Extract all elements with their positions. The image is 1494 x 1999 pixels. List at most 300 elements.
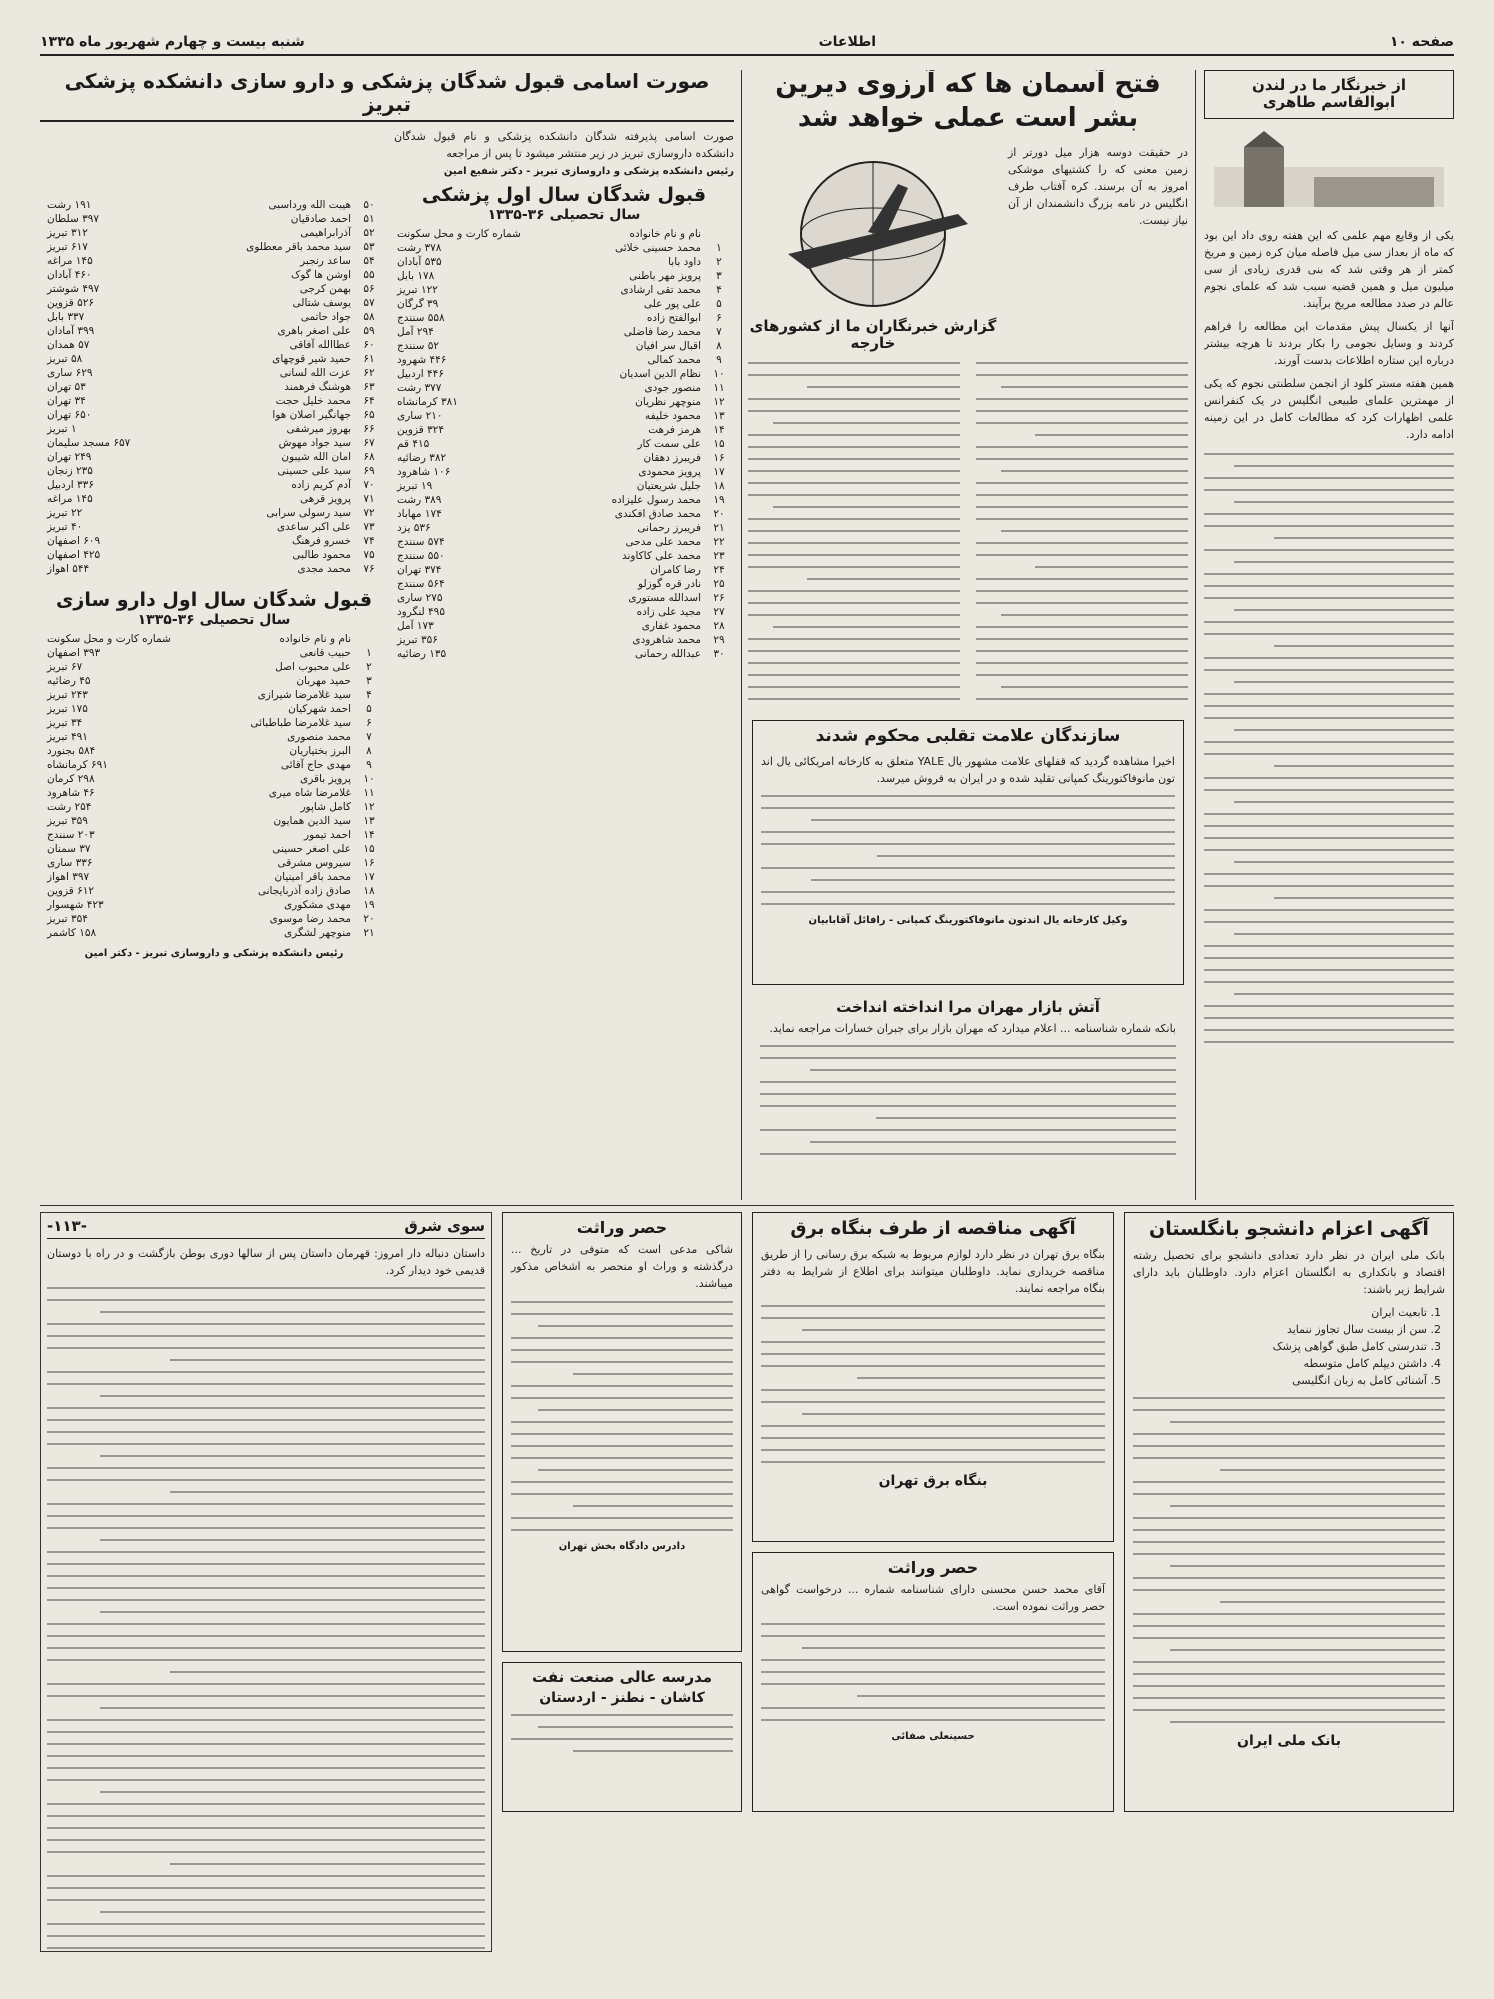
center-headline-1: فتح آسمان ها که آرزوی دیرین (775, 70, 1161, 99)
ad-inheritance-2 (752, 1552, 1114, 1812)
row-number: ۲ (366, 660, 372, 673)
center-body-lines (748, 362, 1188, 710)
student-name: مجید علی زاده (636, 606, 701, 619)
row-number: ۲۱ (713, 522, 725, 535)
divider (40, 1205, 1454, 1206)
row-number: ۲۸ (713, 620, 725, 633)
row-number: ۲ (716, 256, 722, 269)
student-name: احمد تیمور (304, 828, 351, 841)
student-name: داود بابا (668, 256, 701, 269)
ad-clinic-title: مدرسه عالی صنعت نفت (531, 1668, 713, 1686)
table-row (394, 605, 734, 619)
center-headline-2: بشر است عملی خواهد شد (797, 102, 1139, 133)
ad-inheritance-2-title: حصر وراثت (887, 1558, 979, 1577)
admissions-intro: صورت اسامی پذیرفته شدگان دانشکده پزشکی و نام قبول شدگان دانشکده داروسازی تبریز در زیر منتشر میشود تا پس از مراجعه (394, 130, 734, 161)
row-number: ۱ (716, 242, 722, 255)
student-name: رضا کامران (650, 564, 701, 577)
row-number: ۴ (366, 688, 372, 701)
student-name: حمید مهربان (296, 674, 351, 687)
card-and-city: ۱۷۵ تبریز (47, 702, 88, 715)
student-name: مهدی مشکوری (283, 898, 351, 911)
table-row: ۵۰ هیبت الله ورداسبی ۱۹۱ رشت (47, 199, 375, 211)
column-london-title-box (1204, 70, 1454, 119)
serial-story (40, 1212, 492, 1952)
card-and-city: ۳۷۸ رشت (397, 242, 442, 255)
table-row: ۵۵ اوشن ها گوک ۴۶۰ آبادان (47, 269, 375, 281)
row-number: ۱۱ (713, 382, 725, 395)
medicine-col-name: نام و نام خانواده (629, 228, 701, 241)
student-name: محمد علی مدحی (625, 536, 701, 549)
ad-inheritance-1-lines (511, 1301, 733, 1531)
table-row: ۵۸ جواد حاتمی ۳۳۷ بابل (47, 311, 375, 323)
student-name: نادر قره گوزلو (638, 578, 701, 591)
table-row (394, 493, 734, 507)
student-name: اسدالله مستوری (628, 592, 701, 605)
table-row (394, 465, 734, 479)
card-and-city: ۳۳۶ ساری (47, 856, 93, 869)
row-number: ۱۴ (363, 828, 375, 841)
card-and-city: ۵۳۶ یزد (397, 522, 431, 535)
row-number: ۱۹ (363, 898, 375, 911)
row-number: ۵ (366, 702, 372, 715)
row-number: ۸ (716, 340, 722, 353)
ad-electric-lines (761, 1305, 1105, 1463)
table-row (44, 842, 384, 856)
student-name: علی محبوب اصل (275, 660, 351, 673)
table-row (44, 744, 384, 758)
table-row: ۵۲ آذرابراهیمی ۳۱۲ تبریز (47, 227, 375, 239)
pharmacy-table-header (44, 632, 384, 646)
table-row (394, 633, 734, 647)
card-and-city: ۱۹ تبریز (397, 480, 433, 493)
student-name: مهدی حاج آقائی (280, 758, 351, 771)
row-number: ۷ (366, 730, 372, 743)
card-and-city: ۴۵ رضائیه (47, 674, 91, 687)
student-name: صادق زاده آذربایجانی (257, 884, 351, 897)
row-number: ۹ (366, 758, 372, 771)
student-name: پرویز محمودی (638, 466, 701, 479)
row-number: ۲۳ (713, 550, 725, 563)
table-row (394, 647, 734, 661)
student-name: محمود غفاری (641, 620, 701, 633)
admissions (40, 70, 734, 1270)
table-row (44, 828, 384, 842)
table-row: ۶۲ عزت الله لسانی ۶۲۹ ساری (47, 367, 375, 379)
masthead-date: شنبه بیست و چهارم شهریور ماه ۱۳۳۵ (40, 34, 305, 50)
student-name: علی اصغر حسینی (272, 842, 351, 855)
card-and-city: ۳۸۱ کرمانشاه (397, 396, 458, 409)
card-and-city: ۳۷ سمنان (47, 842, 91, 855)
student-name: سید غلامرضا شیرازی (257, 688, 351, 701)
row-number: ۱۷ (713, 466, 725, 479)
table-row: ۵۴ ساعد رنجبر ۱۴۵ مراغه (47, 255, 375, 267)
card-and-city: ۶۹۱ کرمانشاه (47, 758, 108, 771)
table-row (44, 702, 384, 716)
center-story (748, 70, 1188, 710)
card-and-city: ۳۵۴ تبریز (47, 912, 88, 925)
row-number: ۲۶ (713, 592, 725, 605)
student-name: فریبرز رحمانی (637, 522, 701, 535)
ad-electric-tender (752, 1212, 1114, 1542)
serial-story-body: داستان دنباله دار امروز: قهرمان داستان پس از سالها دوری بوطن بازگشت و در راه با دوستان قدیمی خود دیدار کرد. (47, 1247, 485, 1278)
card-and-city: ۱۵۸ کاشمر (47, 926, 97, 939)
table-row (44, 772, 384, 786)
student-name: محمد علی کاکاوند (621, 550, 701, 563)
table-row: ۷۲ سید رسولی سرابی ۲۲ تبریز (47, 507, 375, 519)
table-row (394, 479, 734, 493)
row-number: ۱۰ (363, 772, 375, 785)
table-row: ۵۱ احمد صادقیان ۳۹۷ سلطان (47, 213, 375, 225)
student-name: اقبال سر افیان (635, 340, 701, 353)
table-row (394, 269, 734, 283)
table-row (394, 563, 734, 577)
table-row: ۶۶ بهروز میرشفی ۱ تبریز (47, 423, 375, 435)
card-and-city: ۴۶ شاهرود (47, 786, 95, 799)
pharmacy-col-name: نام و نام خانواده (279, 632, 351, 645)
student-name: علی پور علی (643, 298, 701, 311)
table-row (44, 674, 384, 688)
ad-inheritance-1-title: حصر وراثت (576, 1218, 668, 1237)
student-name: حبیب قانعی (299, 646, 351, 659)
table-row (394, 353, 734, 367)
notice-counterfeit-title: سازندگان علامت تقلبی محکوم شدند (815, 726, 1121, 746)
card-and-city: ۳۹۷ اهواز (47, 870, 90, 883)
notice-counterfeit-body: اخیرا مشاهده گردید که قفلهای علامت مشهور یال YALE متعلق به کارخانه امریکائی یال اند تون مانوفاکتورینگ کمپانی تقلید شده و در ایران به فروش میرسد. (761, 754, 1175, 785)
row-number: ۴ (716, 284, 722, 297)
table-row (44, 730, 384, 744)
student-name: منصور جودی (644, 382, 701, 395)
ad-students-title: آگهی اعزام دانشجو بانگلستان (1149, 1218, 1429, 1240)
serial-story-number: -۱۱۳- (47, 1217, 87, 1235)
divider (1195, 70, 1196, 1200)
table-row: ۶۳ هوشنگ فرهمند ۵۳ تهران (47, 381, 375, 393)
student-name: محمود خلیفه (645, 410, 701, 423)
card-and-city: ۵۸۴ بجنورد (47, 744, 96, 757)
row-number: ۲۱ (363, 926, 375, 939)
ad-clinic-line-2: کاشان - نطنز - اردستان (539, 1690, 705, 1707)
row-number: ۲۷ (713, 606, 725, 619)
table-row: ۷۴ خسرو فرهنگ ۶۰۹ اصفهان (47, 535, 375, 547)
masthead-paper: اطلاعات (818, 34, 877, 50)
admissions-headline: صورت اسامی قبول شدگان پزشکی و دارو سازی دانشکده پزشکی تبریز (40, 70, 734, 122)
row-number: ۲۰ (363, 912, 375, 925)
table-row (44, 884, 384, 898)
table-row (394, 241, 734, 255)
student-name: البرز بختیاریان (289, 744, 351, 757)
card-and-city: ۱۷۳ آمل (397, 620, 434, 633)
row-number: ۲۴ (713, 564, 725, 577)
table-row: ۷۳ علی اکبر ساعدی ۴۰ تبریز (47, 521, 375, 533)
card-and-city: ۱۳۵ رضائیه (397, 648, 447, 661)
ad-students-condition: 3. تندرستی کامل طبق گواهی پزشک (1133, 1338, 1427, 1355)
notice-market-lines (760, 1045, 1176, 1155)
student-name: غلامرضا شاه میری (268, 786, 351, 799)
row-number: ۶ (366, 716, 372, 729)
card-and-city: ۱۲۲ تبریز (397, 284, 438, 297)
card-and-city: ۳۲۴ قزوین (397, 424, 445, 437)
card-and-city: ۵۵۸ سنندج (397, 312, 445, 325)
ad-students-condition: 2. سن از بیست سال تجاوز ننماید (1133, 1321, 1427, 1338)
table-row: ۵۳ سید محمد باقر معطلوی ۶۱۷ تبریز (47, 241, 375, 253)
ad-clinic-lines (511, 1714, 733, 1752)
illustration-caption: گزارش خبرنگاران ما از کشورهای خارجه (749, 316, 997, 353)
student-name: محمد منصوری (287, 730, 351, 743)
card-and-city: ۵۶۴ سنندج (397, 578, 445, 591)
student-name: محمد باقر امینیان (274, 870, 351, 883)
student-name: منوچهر لشگری (283, 926, 351, 939)
card-and-city: ۲۹۸ کرمان (47, 772, 95, 785)
row-number: ۲۵ (713, 578, 725, 591)
notice-market-body: بانکه شماره شناسنامه ... اعلام میدارد که مهران بازار برای جبران خسارات مراجعه نماید. (769, 1022, 1176, 1036)
card-and-city: ۴۴۶ اردبیل (397, 368, 444, 381)
table-row: ۶۹ سید علی حسینی ۲۳۵ زنجان (47, 465, 375, 477)
row-number: ۱۱ (363, 786, 375, 799)
card-and-city: ۳۹ گرگان (397, 298, 439, 311)
masthead (40, 30, 1454, 56)
card-and-city: ۲۹۴ آمل (397, 326, 434, 339)
table-row: ۶۰ عطاالله آفاقی ۵۷ همدان (47, 339, 375, 351)
card-and-city: ۱۰۶ شاهرود (397, 466, 451, 479)
table-row (394, 409, 734, 423)
column-london-title: از خبرنگار ما در لندن (1251, 76, 1407, 94)
table-row (44, 660, 384, 674)
row-number: ۲۲ (713, 536, 725, 549)
serial-story-lines (47, 1287, 485, 1952)
student-name: فریبرز دهقان (643, 452, 701, 465)
card-and-city: ۳۷۴ تهران (397, 564, 442, 577)
ad-electric-sign: بنگاه برق تهران (878, 1472, 988, 1489)
ad-students-body: بانک ملی ایران در نظر دارد تعدادی دانشجو برای تحصیل رشته اقتصاد و بانکداری به انگلستان اعزام دارد. داوطلبان باید دارای شرایط زیر باشند: (1133, 1248, 1445, 1296)
student-name: محمد صادق افکندی (614, 508, 701, 521)
divider (741, 70, 742, 1200)
row-number: ۱۲ (363, 800, 375, 813)
table-row (44, 646, 384, 660)
ad-inheritance-1 (502, 1212, 742, 1652)
row-number: ۳ (716, 270, 722, 283)
table-row (44, 688, 384, 702)
column-london (1204, 70, 1454, 1200)
table-row (394, 311, 734, 325)
medicine-year: سال تحصیلی ۳۶-۱۳۳۵ (487, 206, 641, 223)
table-row: ۷۶ محمد مجدی ۵۴۴ اهواز (47, 563, 375, 575)
card-and-city: ۳۴ تبریز (47, 716, 83, 729)
card-and-city: ۴۱۵ قم (397, 438, 430, 451)
card-and-city: ۴۹۵ لنگرود (397, 606, 445, 619)
ad-students-condition: 4. داشتن دیپلم کامل متوسطه (1133, 1355, 1427, 1372)
table-row (394, 549, 734, 563)
table-row (394, 423, 734, 437)
row-number: ۱۹ (713, 494, 725, 507)
table-row (394, 521, 734, 535)
card-and-city: ۵۲ سنندج (397, 340, 440, 353)
table-row (44, 786, 384, 800)
pharmacy-signature: رئیس دانشکده پزشکی و داروسازی تبریز - دکتر امین (84, 947, 344, 959)
row-number: ۱۵ (363, 842, 375, 855)
row-number: ۹ (716, 354, 722, 367)
student-name: هرمز فرهت (648, 424, 701, 437)
ad-inheritance-1-body: شاکی مدعی است که متوفی در تاریخ ... درگذشته و وراث او منحصر به اشخاص مذکور میباشند. (511, 1243, 733, 1291)
card-and-city: ۶۱۲ قزوین (47, 884, 95, 897)
row-number: ۱ (366, 646, 372, 659)
ad-students-sign: بانک ملی ایران (1237, 1733, 1341, 1750)
ad-inheritance-2-lines (761, 1623, 1105, 1721)
table-row (394, 283, 734, 297)
ad-students-conditions (1133, 1304, 1445, 1389)
row-number: ۱۸ (713, 480, 725, 493)
pharmacy-table (44, 632, 384, 940)
table-row: ۶۱ حمید شیر قوچهای ۵۸ تبریز (47, 353, 375, 365)
student-name: نظام الدین اسدیان (619, 368, 701, 381)
medicine-table-header (394, 227, 734, 241)
admissions-signature: رئیس دانشکده پزشکی و داروسازی تبریز - دکتر شفیع امین (443, 166, 734, 178)
medicine-table (394, 227, 734, 661)
student-name: پرویز مهر باطنی (629, 270, 701, 283)
table-row (394, 507, 734, 521)
table-row (44, 758, 384, 772)
table-row (44, 870, 384, 884)
table-row (44, 856, 384, 870)
card-and-city: ۴۹۱ تبریز (47, 730, 88, 743)
student-name: عبدالله رحمانی (634, 648, 701, 661)
medicine-col-id: شماره کارت و محل سکونت (397, 228, 521, 241)
student-name: محمد شاهرودی (632, 634, 701, 647)
masthead-page: صفحه ۱۰ (1389, 34, 1454, 50)
card-and-city: ۴۴۶ شهرود (397, 354, 447, 367)
student-name: محمد حسینی خلائی (614, 242, 701, 255)
card-and-city: ۱۷۸ بابل (397, 270, 435, 283)
card-and-city: ۲۵۴ رشت (47, 800, 92, 813)
notice-counterfeit-sign: وکیل کارخانه یال اندتون مانوفاکتورینگ کمپانی - رافائل آقابابیان (808, 914, 1128, 926)
row-number: ۱۸ (363, 884, 375, 897)
card-and-city: ۵۵۰ سنندج (397, 550, 445, 563)
card-and-city: ۳۹۳ اصفهان (47, 646, 101, 659)
table-row (44, 926, 384, 940)
ad-inheritance-2-body: آقای محمد حسن محسنی دارای شناسنامه شماره ... درخواست گواهی حصر وراثت نموده است. (761, 1583, 1105, 1614)
card-and-city: ۳۸۹ رشت (397, 494, 442, 507)
table-row (394, 297, 734, 311)
ad-inheritance-2-sign: حسینعلی صفائی (891, 1731, 975, 1743)
table-row (44, 800, 384, 814)
globe-airplane-illustration (748, 144, 998, 314)
row-number: ۲۹ (713, 634, 725, 647)
table-row (394, 367, 734, 381)
student-name: احمد شهرکیان (288, 702, 351, 715)
student-name: جلیل شریعتیان (636, 480, 701, 493)
row-number: ۵ (716, 298, 722, 311)
student-name: منوچهر نظریان (635, 396, 701, 409)
center-intro: در حقیقت دوسه هزار میل دورتر از زمین معنی که را کشتیهای موشکی امروز به آن برسند. کره آفتاب طرف انگلیس در نامه بزرگ دانشمندان از آن نیاز نیست. (1008, 145, 1188, 227)
ad-students-england (1124, 1212, 1454, 1812)
card-and-city: ۳۷۷ رشت (397, 382, 442, 395)
table-row (394, 255, 734, 269)
row-number: ۱۶ (713, 452, 725, 465)
ad-inheritance-1-sign: دادرس دادگاه بخش تهران (558, 1540, 686, 1552)
ad-electric-title: آگهی مناقصه از طرف بنگاه برق (790, 1218, 1076, 1239)
table-row (394, 619, 734, 633)
row-number: ۷ (716, 326, 722, 339)
table-row (394, 325, 734, 339)
table-row (44, 912, 384, 926)
row-number: ۱۴ (713, 424, 725, 437)
table-row: ۶۷ سید جواد مهوش ۶۵۷ مسجد سلیمان (47, 437, 375, 449)
student-name: محمد تقی ارشادی (620, 284, 701, 297)
column-london-paragraph-1: یکی از وقایع مهم علمی که این هفته روی داد این بود که ماه از بعداز سی میل فاصله میان کره زمین و مریخ کمتر از هر وقتی شد که بنی قدری زیادی از سی میلیون میل و همین قضیه سبب شد که علمای نجوم عالم در صدد مطالعه مریخ برآیند. (1204, 228, 1454, 310)
medicine-title: قبول شدگان سال اول پزشکی (421, 184, 707, 207)
card-and-city: ۲۱۰ ساری (397, 410, 443, 423)
column-london-body-lines (1204, 453, 1454, 1043)
column-london-paragraph-2: آنها از یکسال پیش مقدمات این مطالعه را فراهم کردند و وسایل نجومی را بکار بردند تا هرچه بیشتر درباره این ستاره اطلاعات بدست آورند. (1204, 319, 1454, 367)
card-and-city: ۳۵۶ تبریز (397, 634, 438, 647)
table-row: ۶۸ امان الله شیبون ۲۴۹ تهران (47, 451, 375, 463)
pharmacy-year: سال تحصیلی ۳۶-۱۳۳۵ (137, 611, 291, 628)
student-name: پرویز باقری (300, 772, 351, 785)
table-row (394, 395, 734, 409)
row-number: ۳۰ (713, 648, 725, 661)
pharmacy-title: قبول شدگان سال اول دارو سازی (55, 589, 373, 611)
card-and-city: ۴۲۳ شهسوار (47, 898, 104, 911)
row-number: ۱۷ (363, 870, 375, 883)
student-name: کامل شاپور (300, 800, 351, 813)
card-and-city: ۵۳۵ آبادان (397, 256, 442, 269)
ad-students-condition: 1. تابعیت ایران (1133, 1304, 1427, 1321)
table-row: ۶۵ جهانگیر اصلان هوا ۶۵۰ تهران (47, 409, 375, 421)
card-and-city: ۶۷ تبریز (47, 660, 83, 673)
ad-electric-body: بنگاه برق تهران در نظر دارد لوازم مربوط به شبکه برق رسانی را از طریق مناقصه خریداری نماید. داوطلبان میتوانند برای اطلاع از شرایط به دفتر بنگاه مراجعه نمایند. (761, 1247, 1105, 1295)
row-number: ۱۳ (713, 410, 725, 423)
row-number: ۱۳ (363, 814, 375, 827)
ad-students-lines (1133, 1397, 1445, 1723)
table-row: ۷۵ محمود طالبی ۴۲۵ اصفهان (47, 549, 375, 561)
pharmacy-col-id: شماره کارت و محل سکونت (47, 632, 171, 645)
student-name: محمد کمالی (647, 354, 701, 367)
table-row (394, 577, 734, 591)
card-and-city: ۲۴۳ تبریز (47, 688, 88, 701)
row-number: ۱۵ (713, 438, 725, 451)
table-row (44, 716, 384, 730)
student-name: محمد رسول علیزاده (611, 494, 701, 507)
row-number: ۲۰ (713, 508, 725, 521)
card-and-city: ۵۷۴ سنندج (397, 536, 445, 549)
student-name: سید الدین همایون (273, 814, 351, 827)
ad-clinic (502, 1662, 742, 1812)
table-row: ۷۰ آدم کریم زاده ۳۳۶ اردبیل (47, 479, 375, 491)
notice-market-title: آتش بازار مهران مرا انداخته انداخت (836, 998, 1100, 1016)
table-row (394, 339, 734, 353)
student-name: سید غلامرضا طباطبائی (250, 716, 351, 729)
student-name: محمد رضا موسوی (269, 912, 351, 925)
row-number: ۳ (366, 674, 372, 687)
row-number: ۶ (716, 312, 722, 325)
table-row: ۵۷ یوسف شتالی ۵۲۶ قزوین (47, 297, 375, 309)
row-number: ۱۶ (363, 856, 375, 869)
table-row (394, 381, 734, 395)
table-row (44, 814, 384, 828)
table-row (44, 898, 384, 912)
table-row (394, 535, 734, 549)
table-row (394, 437, 734, 451)
student-name: علی سمت کار (637, 438, 701, 451)
card-and-city: ۱۷۴ مهاباد (397, 508, 442, 521)
notice-counterfeit (752, 720, 1184, 985)
column-london-paragraph-3: همین هفته مستر کلود از انجمن سلطنتی نجوم که یکی از مهمترین علمای طبیعی انگلیس در یک کنفرانس علمی اظهارات کرد که مطالعات کامل در این زمینه ادامه دارد. (1204, 376, 1454, 442)
ad-students-condition: 5. آشنائی کامل به زبان انگلیسی (1133, 1372, 1427, 1389)
row-number: ۱۲ (713, 396, 725, 409)
medicine-table-continued (44, 198, 384, 576)
table-row (394, 591, 734, 605)
notice-counterfeit-lines (761, 795, 1175, 905)
london-tower-illustration (1204, 127, 1454, 217)
card-and-city: ۲۷۵ ساری (397, 592, 443, 605)
